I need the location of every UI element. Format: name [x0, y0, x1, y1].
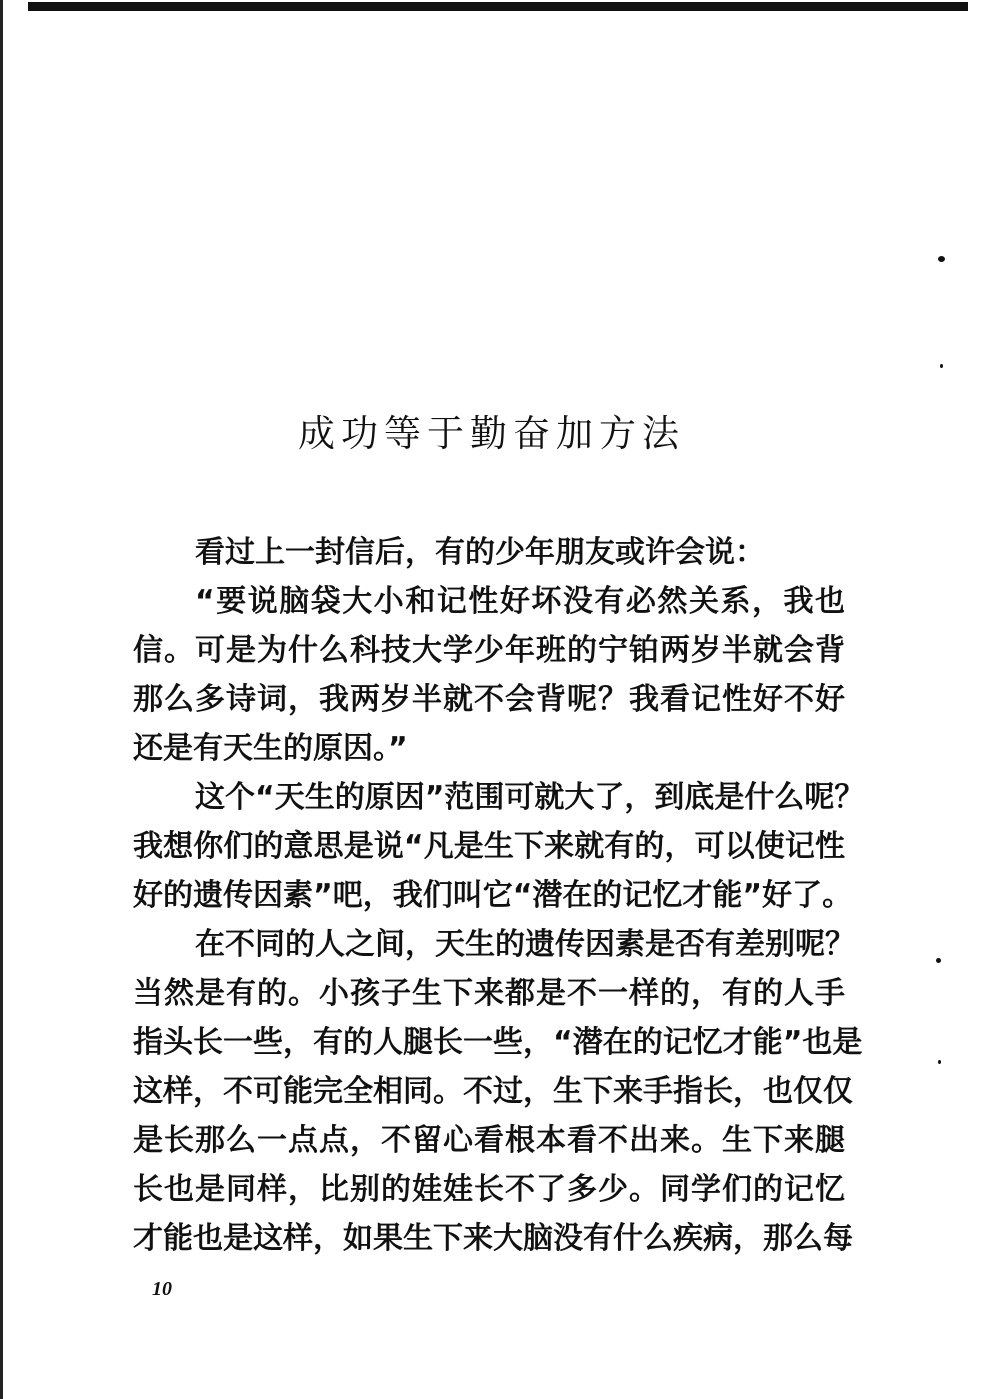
chapter-title: 成功等于勤奋加方法: [298, 411, 685, 455]
paragraph-line: 这个“天生的原因”范围可就大了，到底是什么呢？: [195, 780, 865, 815]
paragraph-line: 那么多诗词，我两岁半就不会背呢？我看记性好不好: [133, 682, 845, 717]
body-text: [133, 528, 865, 1263]
paragraph-line: 这样，不可能完全相同。不过，生下来手指长，也仅仅: [133, 1074, 853, 1109]
scan-speck: [938, 256, 945, 262]
paragraph-line: 指头长一些，有的人腿长一些，“潜在的记忆才能”也是: [133, 1025, 863, 1060]
top-rule: [28, 2, 968, 11]
paragraph-line: 好的遗传因素”吧，我们叫它“潜在的记忆才能”好了。: [133, 878, 853, 913]
scan-speck: [938, 1060, 941, 1064]
paragraph-line: 当然是有的。小孩子生下来都是不一样的，有的人手: [133, 976, 845, 1011]
paragraph-line: 在不同的人之间，天生的遗传因素是否有差别呢？: [195, 927, 855, 962]
page-number: 10: [152, 1278, 172, 1300]
scan-speck: [936, 958, 941, 963]
paragraph-line: 长也是同样，比别的娃娃长不了多少。同学们的记忆: [133, 1172, 845, 1207]
paragraph-line: 看过上一封信后，有的少年朋友或许会说：: [195, 535, 765, 570]
paragraph-line: 是长那么一点点，不留心看根本看不出来。生下来腿: [133, 1123, 845, 1158]
paragraph-line: 才能也是这样，如果生下来大脑没有什么疾病，那么每: [133, 1221, 853, 1256]
paragraph-line: “要说脑袋大小和记性好坏没有必然关系，我也: [195, 584, 845, 619]
page-left-edge: [0, 0, 3, 1399]
paragraph-line: 还是有天生的原因。”: [133, 731, 408, 766]
paragraph-line: 我想你们的意思是说“凡是生下来就有的，可以使记性: [133, 829, 845, 864]
paragraph-line: 信。可是为什么科技大学少年班的宁铂两岁半就会背: [133, 633, 845, 668]
scan-speck: [940, 364, 943, 368]
